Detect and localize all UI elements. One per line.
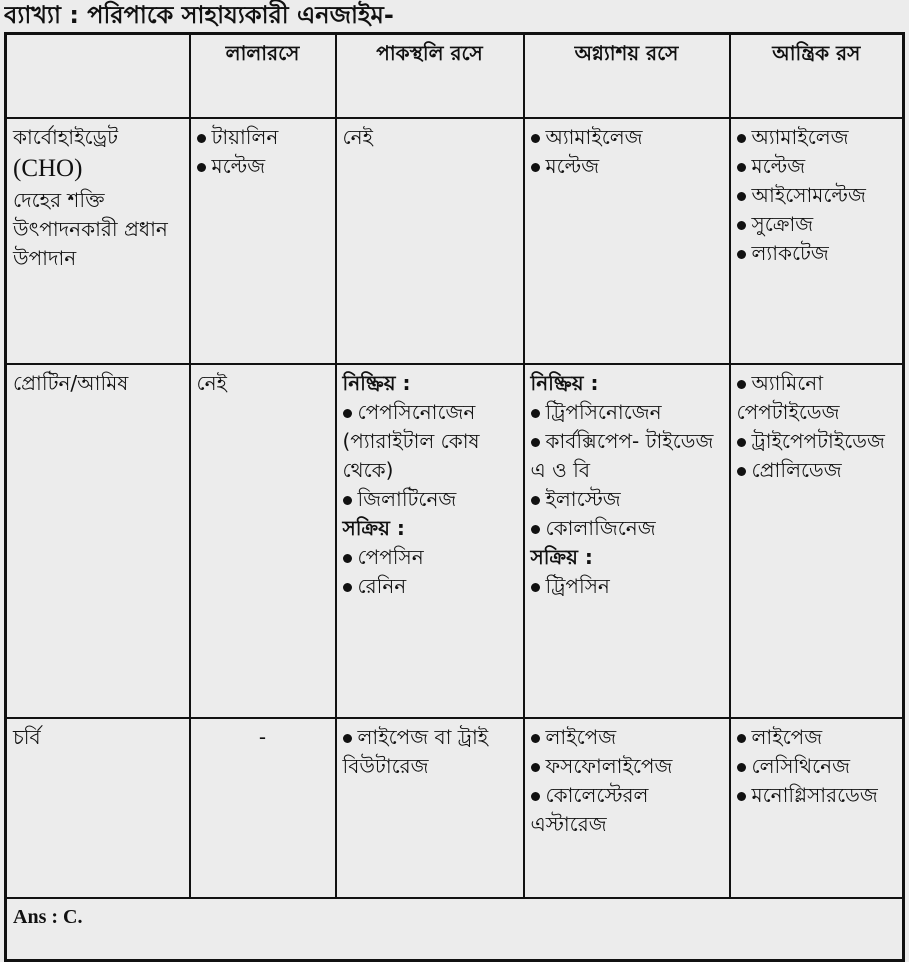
bullet-icon bbox=[737, 250, 746, 259]
table-header-row bbox=[6, 34, 904, 119]
saliva-cell bbox=[190, 364, 336, 718]
bullet-icon bbox=[531, 134, 540, 143]
enzyme-item: আইসোমল্টেজ bbox=[737, 181, 897, 210]
enzyme-item: অ্যামিনো পেপটাইডেজ bbox=[736, 371, 840, 424]
enzyme-item: ট্রিপসিন bbox=[531, 572, 723, 601]
enzyme-item: টায়ালিন bbox=[197, 123, 329, 152]
nutrient-name: চর্বি bbox=[13, 725, 41, 749]
bullet-icon bbox=[737, 221, 746, 230]
intestinal-cell bbox=[730, 718, 904, 898]
bullet-icon bbox=[343, 409, 352, 418]
table-row bbox=[6, 364, 904, 718]
gastric-cell bbox=[336, 364, 524, 718]
enzyme-item: পেপসিনোজেন (প্যারাইটাল কোষ থেকে) bbox=[342, 400, 480, 482]
bullet-icon bbox=[737, 734, 746, 743]
bullet-icon bbox=[343, 554, 352, 563]
gastric-cell bbox=[336, 118, 524, 364]
enzyme-item: পেপসিন bbox=[343, 543, 517, 572]
table-row bbox=[6, 118, 904, 364]
bullet-icon bbox=[737, 438, 746, 447]
nutrient-cell-protein bbox=[6, 364, 190, 718]
pancreatic-cell bbox=[524, 718, 730, 898]
header-intestinal: আন্ত্রিক রস bbox=[730, 34, 904, 119]
enzyme-item: ট্রাইপেপটাইডেজ bbox=[737, 427, 897, 456]
enzyme-item: লাইপেজ bbox=[737, 723, 897, 752]
active-label: সক্রিয় : bbox=[530, 545, 593, 569]
nutrient-cell-fat bbox=[6, 718, 190, 898]
enzyme-item: অ্যামাইলেজ bbox=[737, 123, 897, 152]
enzyme-item: ল্যাকটেজ bbox=[737, 239, 897, 268]
bullet-icon bbox=[737, 763, 746, 772]
nutrient-cell-carbohydrate bbox=[6, 118, 190, 364]
saliva-cell bbox=[190, 718, 336, 898]
enzyme-item: লাইপেজ bbox=[531, 723, 723, 752]
enzyme-item: প্রোলিডেজ bbox=[737, 456, 897, 485]
enzyme-item: মল্টেজ bbox=[531, 152, 723, 181]
enzyme-item: মনোগ্লিসারডেজ bbox=[737, 781, 897, 810]
enzyme-item: লেসিথিনেজ bbox=[737, 752, 897, 781]
enzyme-item: ইলাস্টেজ bbox=[531, 485, 723, 514]
enzyme-item: মল্টেজ bbox=[197, 152, 329, 181]
bullet-icon bbox=[197, 134, 206, 143]
bullet-icon bbox=[531, 583, 540, 592]
header-saliva: লালারসে bbox=[190, 34, 336, 119]
bullet-icon bbox=[531, 763, 540, 772]
bullet-icon bbox=[737, 163, 746, 172]
pancreatic-cell bbox=[524, 364, 730, 718]
bullet-icon bbox=[531, 792, 540, 801]
bullet-icon bbox=[343, 734, 352, 743]
inactive-label: নিষ্ক্রিয় : bbox=[342, 371, 411, 395]
header-pancreatic: অগ্ন্যাশয় রসে bbox=[524, 34, 730, 119]
bullet-icon bbox=[197, 163, 206, 172]
none-text: নেই bbox=[196, 371, 227, 395]
table-row bbox=[6, 718, 904, 898]
bullet-icon bbox=[737, 792, 746, 801]
header-nutrient bbox=[6, 34, 190, 119]
header-gastric: পাকস্থলি রসে bbox=[336, 34, 524, 119]
saliva-cell bbox=[190, 118, 336, 364]
bullet-icon bbox=[737, 134, 746, 143]
enzyme-item: কোলেস্টেরল এস্টারেজ bbox=[530, 783, 649, 836]
answer-text: Ans : C. bbox=[6, 898, 904, 961]
bullet-icon bbox=[737, 467, 746, 476]
enzyme-item: জিলাটিনেজ bbox=[343, 485, 517, 514]
pancreatic-cell bbox=[524, 118, 730, 364]
bullet-icon bbox=[531, 409, 540, 418]
enzyme-item: অ্যামাইলেজ bbox=[531, 123, 723, 152]
bullet-icon bbox=[531, 734, 540, 743]
nutrient-name: কার্বোহাইড্রেট bbox=[13, 125, 119, 149]
enzyme-item: লাইপেজ বা ট্রাই বিউটারেজ bbox=[342, 725, 489, 778]
explanation-heading: ব্যাখ্যা : পরিপাকে সাহায্যকারী এনজাইম- bbox=[4, 1, 394, 29]
nutrient-name: প্রোটিন/আমিষ bbox=[13, 371, 129, 395]
intestinal-cell bbox=[730, 364, 904, 718]
enzyme-item: কার্বক্সিপেপ- টাইডেজ এ ও বি bbox=[530, 429, 714, 482]
none-text: নেই bbox=[342, 125, 373, 149]
answer-row bbox=[6, 898, 904, 961]
intestinal-cell bbox=[730, 118, 904, 364]
enzyme-item: ফসফোলাইপেজ bbox=[531, 752, 723, 781]
inactive-label: নিষ্ক্রিয় : bbox=[530, 371, 599, 395]
enzyme-item: কোলাজিনেজ bbox=[531, 514, 723, 543]
bullet-icon bbox=[343, 583, 352, 592]
active-label: সক্রিয় : bbox=[342, 516, 405, 540]
enzyme-item: রেনিন bbox=[343, 572, 517, 601]
enzyme-item: ট্রিপসিনোজেন bbox=[531, 398, 723, 427]
bullet-icon bbox=[531, 496, 540, 505]
bullet-icon bbox=[531, 438, 540, 447]
bullet-icon bbox=[343, 496, 352, 505]
empty-mark: - bbox=[258, 725, 267, 749]
bullet-icon bbox=[531, 525, 540, 534]
enzyme-item: মল্টেজ bbox=[737, 152, 897, 181]
bullet-icon bbox=[531, 163, 540, 172]
bullet-icon bbox=[737, 192, 746, 201]
bullet-icon bbox=[737, 380, 746, 389]
nutrient-description: দেহের শক্তি উৎপাদনকারী প্রধান উপাদান bbox=[13, 188, 168, 270]
digestive-enzyme-table bbox=[4, 32, 905, 962]
nutrient-abbr: (CHO) bbox=[13, 155, 83, 182]
enzyme-item: সুক্রোজ bbox=[737, 210, 897, 239]
gastric-cell bbox=[336, 718, 524, 898]
